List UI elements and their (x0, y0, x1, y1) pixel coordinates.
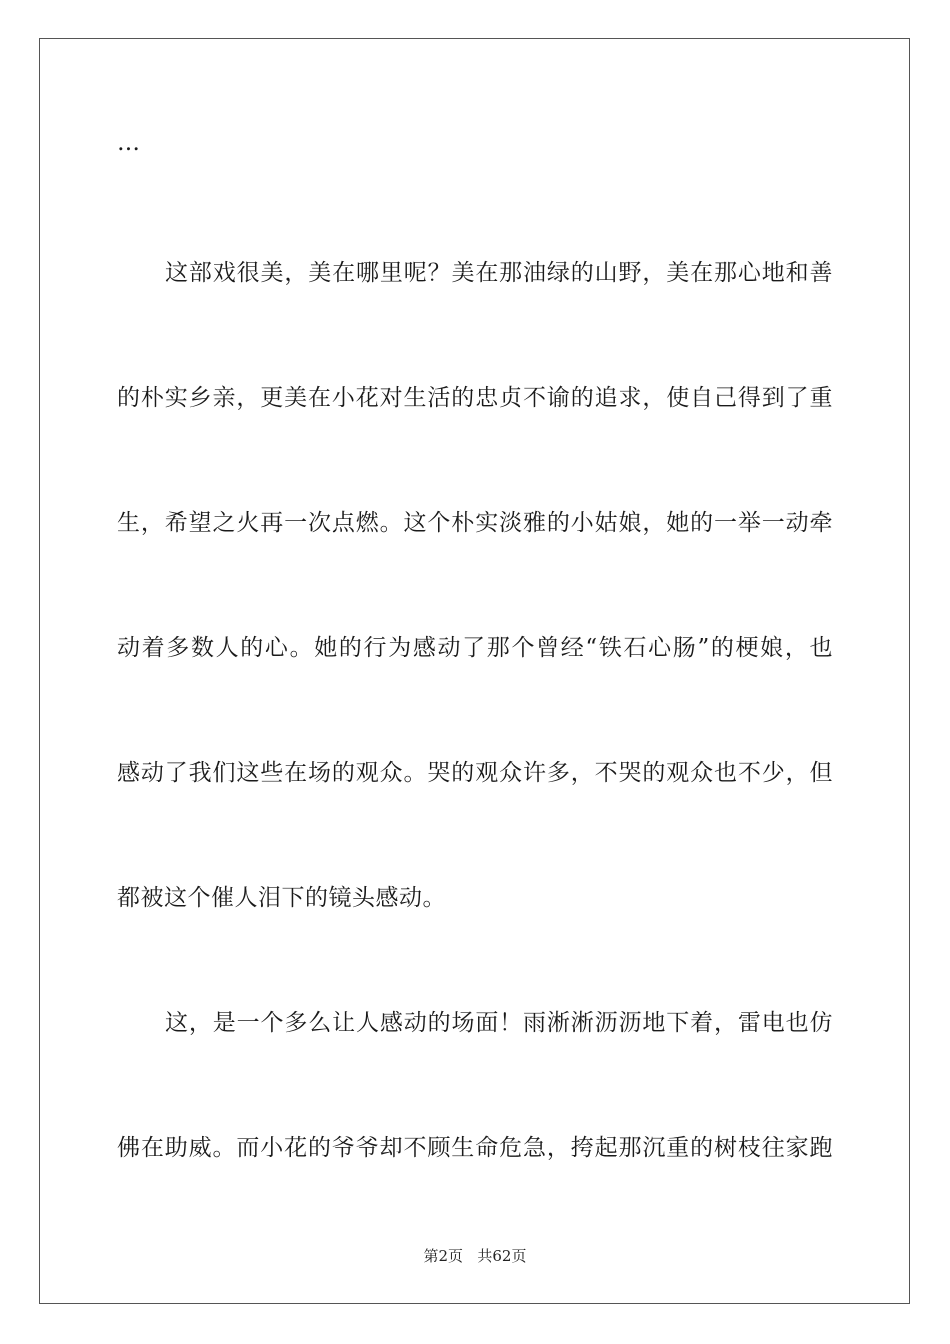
page-total: 共62页 (477, 1247, 527, 1265)
paragraph-1-line-5: 感动了我们这些在场的观众。哭的观众许多，不哭的观众也不少，但 (117, 760, 833, 786)
paragraph-1-line-2: 的朴实乡亲，更美在小花对生活的忠贞不谕的追求，使自己得到了重 (117, 385, 833, 411)
paragraph-1-line-1: 这部戏很美，美在哪里呢？美在那油绿的山野，美在那心地和善 (165, 260, 833, 286)
page-number: 第2页 (423, 1247, 464, 1265)
continuation-ellipsis: … (117, 130, 141, 156)
page-footer (0, 1246, 950, 1266)
paragraph-2-line-2: 佛在助威。而小花的爷爷却不顾生命危急，挎起那沉重的树枝往家跑 (117, 1135, 833, 1161)
paragraph-1-line-6: 都被这个催人泪下的镜头感动。 (117, 885, 446, 911)
paragraph-2-line-1: 这，是一个多么让人感动的场面！雨淅淅沥沥地下着，雷电也仿 (165, 1010, 833, 1036)
paragraph-1-line-3: 生，希望之火再一次点燃。这个朴实淡雅的小姑娘，她的一举一动牵 (117, 510, 833, 536)
paragraph-1-line-4: 动着多数人的心。她的行为感动了那个曾经“铁石心肠”的梗娘，也 (117, 635, 833, 661)
page-border (39, 38, 910, 1304)
